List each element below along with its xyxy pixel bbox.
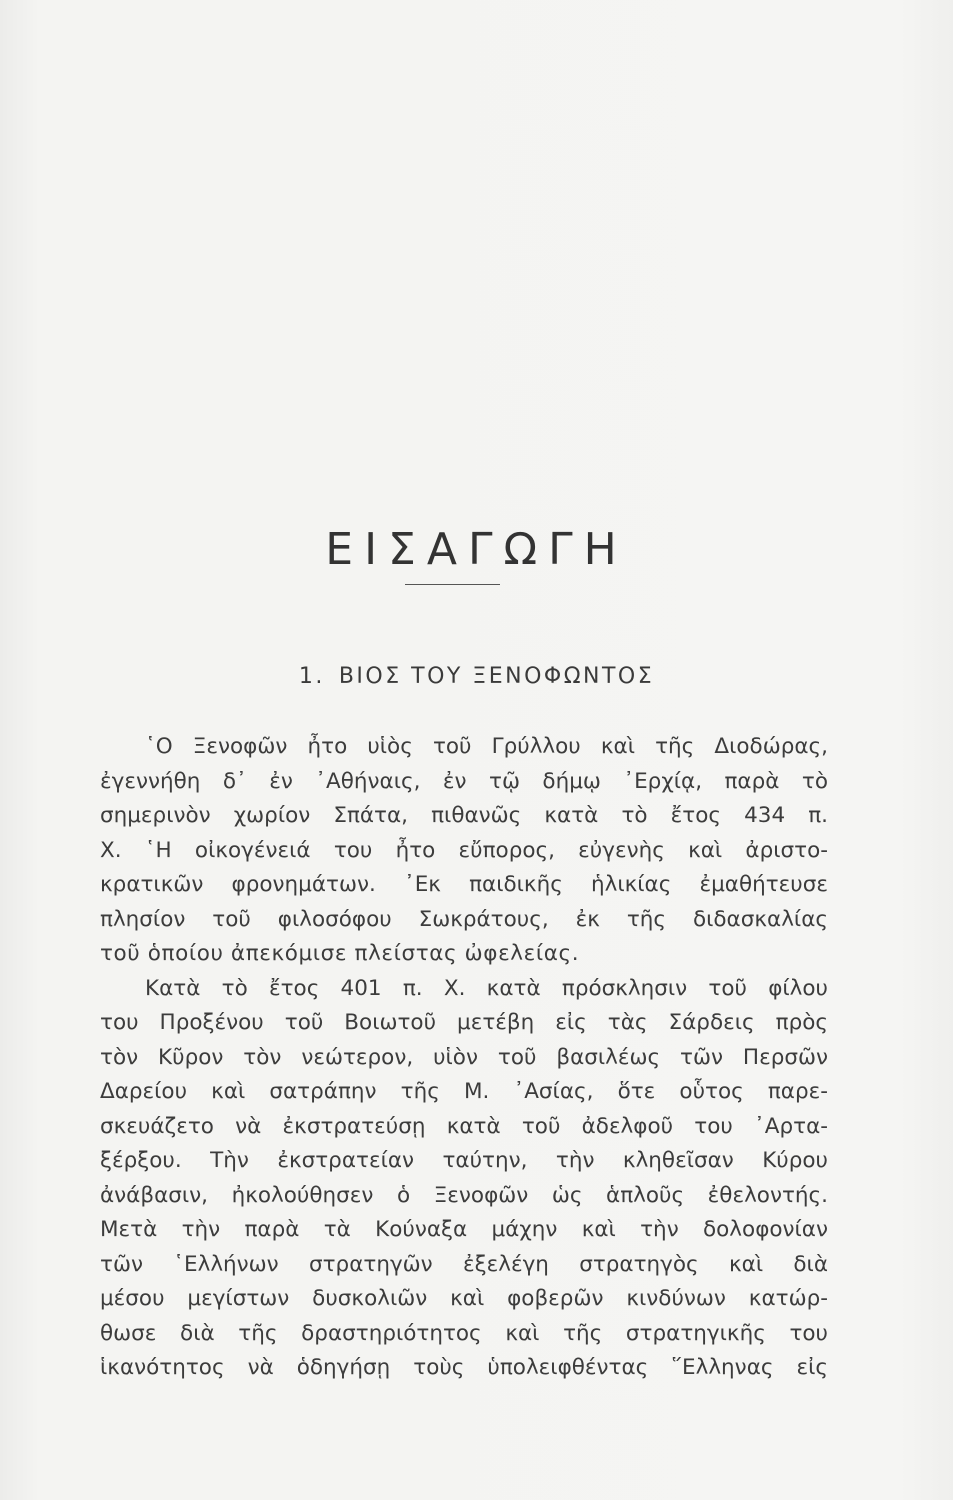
text-line: ῾Ο Ξενοφῶν ἦτο υἱὸς τοῦ Γρύλλου καὶ τῆς Διοδώρας, — [145, 734, 828, 759]
text-line: Μετὰ τὴν παρὰ τὰ Κούναξα μάχην καὶ τὴν δολοφονίαν — [100, 1217, 828, 1242]
text-line: τὸν Κῦρον τὸν νεώτερον, υἱὸν τοῦ βασιλέως τῶν Περσῶν — [100, 1044, 828, 1070]
text-line: του Προξένου τοῦ Βοιωτοῦ μετέβη εἰς τὰς Σάρδεις πρὸς — [100, 1010, 828, 1035]
text-line: πλησίον τοῦ φιλοσόφου Σωκράτους, ἐκ τῆς διδασκαλίας — [100, 906, 828, 932]
text-line: ἱκανότητος νὰ ὁδηγήσῃ τοὺς ὑπολειφθέντας ῞Ελληνας εἰς — [100, 1355, 828, 1380]
text-line: τῶν ῾Ελλήνων στρατηγῶν ἐξελέγη στρατηγὸς καὶ διὰ — [100, 1251, 828, 1277]
section-title: ΒΙΟΣ ΤΟΥ ΞΕΝΟΦΩΝΤΟΣ — [338, 664, 655, 689]
text-line: σημερινὸν χωρίον Σπάτα, πιθανῶς κατὰ τὸ ἔτος 434 π. — [100, 803, 828, 828]
section-number: 1. — [298, 664, 325, 689]
text-line: Κατὰ τὸ ἔτος 401 π. Χ. κατὰ πρόσκλησιν τοῦ φίλου — [145, 975, 828, 1001]
body-text — [100, 730, 828, 1386]
text-line: ἀνάβασιν, ἠκολούθησεν ὁ Ξενοφῶν ὡς ἁπλοῦς ἐθελοντής. — [100, 1182, 828, 1208]
text-line: ἐγεννήθη δ᾿ ἐν ᾿Αθήναις, ἐν τῷ δήμῳ ᾿Ερχίᾳ, παρὰ τὸ — [100, 768, 828, 794]
text-line: σκευάζετο νὰ ἐκστρατεύσῃ κατὰ τοῦ ἀδελφοῦ του ᾿Αρτα- — [100, 1113, 828, 1139]
text-line: κρατικῶν φρονημάτων. ᾿Εκ παιδικῆς ἡλικίας ἐμαθήτευσε — [100, 872, 828, 897]
text-line: Χ. ῾Η οἰκογένειά του ἦτο εὔπορος, εὐγενὴς καὶ ἀριστο- — [100, 837, 828, 863]
section-heading — [0, 662, 953, 692]
text-line: θωσε διὰ τῆς δραστηριότητος καὶ τῆς στρατηγικῆς του — [100, 1320, 828, 1346]
text-line: Δαρείου καὶ σατράπην τῆς Μ. ᾿Ασίας, ὅτε οὗτος παρε- — [100, 1079, 828, 1104]
text-line: ξέρξου. Τὴν ἐκστρατείαν ταύτην, τὴν κληθεῖσαν Κύρου — [100, 1148, 828, 1173]
title-divider — [405, 584, 500, 585]
text-line: μέσου μεγίστων δυσκολιῶν καὶ φοβερῶν κινδύνων κατώρ- — [100, 1286, 828, 1311]
chapter-title: ΕΙΣΑΓΩΓΗ — [325, 524, 628, 575]
text-line: τοῦ ὁποίου ἀπεκόμισε πλείστας ὠφελείας. — [100, 941, 580, 966]
